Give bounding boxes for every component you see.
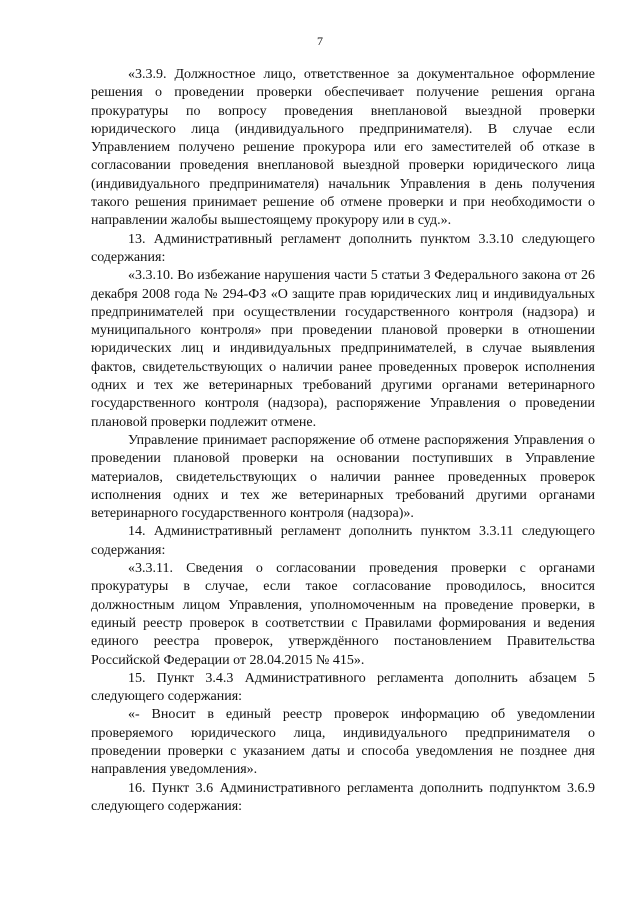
page-number: 7: [317, 34, 323, 48]
paragraph-item-13: 13. Административный регламент дополнить пунктом 3.3.10 следующего содержания:: [91, 231, 595, 265]
document-body: [91, 66, 595, 816]
paragraph-3-3-10: «3.3.10. Во избежание нарушения части 5 статьи 3 Федерального закона от 26 декабря 2008 года № 294-ФЗ «О защите прав юридических лиц и индивидуальных предпринимателей при осуществлении государственного контроля (надзора) и муниципального контроля» при проведении плановой проверки в отношении юридических лиц и индивидуальных предпринимателей, в случае выявления фактов, свидетельствующих о наличии ранее проведенных проверок исполнения одних и тех же ветеринарных требований другими органами ветеринарного государственного контроля (надзора), распоряжение Управления о проведении плановой проверки подлежит отмене.: [91, 268, 595, 430]
paragraph-item-14: 14. Административный регламент дополнить пунктом 3.3.11 следующего содержания:: [91, 524, 595, 558]
paragraph-item-16: 16. Пункт 3.6 Административного регламента дополнить подпунктом 3.6.9 следующего содержания:: [91, 780, 595, 814]
paragraph-abzac-5: «- Вносит в единый реестр проверок информацию об уведомлении проверяемого юридического лица, индивидуального предпринимателя о проведении проверки с указанием даты и способа уведомления не позднее дня направления уведомления».: [91, 707, 595, 778]
paragraph-3-3-9: «3.3.9. Должностное лицо, ответственное за документальное оформление решения о проведении проверки обеспечивает получение решения органа прокуратуры по вопросу проведения внеплановой выездной проверки юридического лица (индивидуального предпринимателя). В случае если Управлением получено решение прокурора или его заместителей об отказе в согласовании проведения внеплановой выездной проверки юридического лица (индивидуального предпринимателя) начальник Управления в день получения такого решения принимает решение об отмене проверки и при необходимости о направлении жалобы вышестоящему прокурору или в суд.».: [91, 67, 595, 229]
paragraph-3-3-11: «3.3.11. Сведения о согласовании проведения проверки с органами прокуратуры в случае, если такое согласование проводилось, вносится должностным лицом Управления, уполномоченным на проведение проверки, в единый реестр проверок в соответствии с Правилами формирования и ведения единого реестра проверок, утверждённого постановлением Правительства Российской Федерации от 28.04.2015 № 415».: [91, 561, 595, 668]
paragraph-item-15: 15. Пункт 3.4.3 Административного регламента дополнить абзацем 5 следующего содержания:: [91, 670, 595, 705]
paragraph-3-3-10-continued: Управление принимает распоряжение об отмене распоряжения Управления о проведении плановой проверки на основании поступивших в Управление материалов, свидетельствующих о наличии раннее проведенных проверок исполнения одних и тех же ветеринарных требований другими органами ветеринарного государственного контроля (надзора)».: [91, 432, 595, 522]
